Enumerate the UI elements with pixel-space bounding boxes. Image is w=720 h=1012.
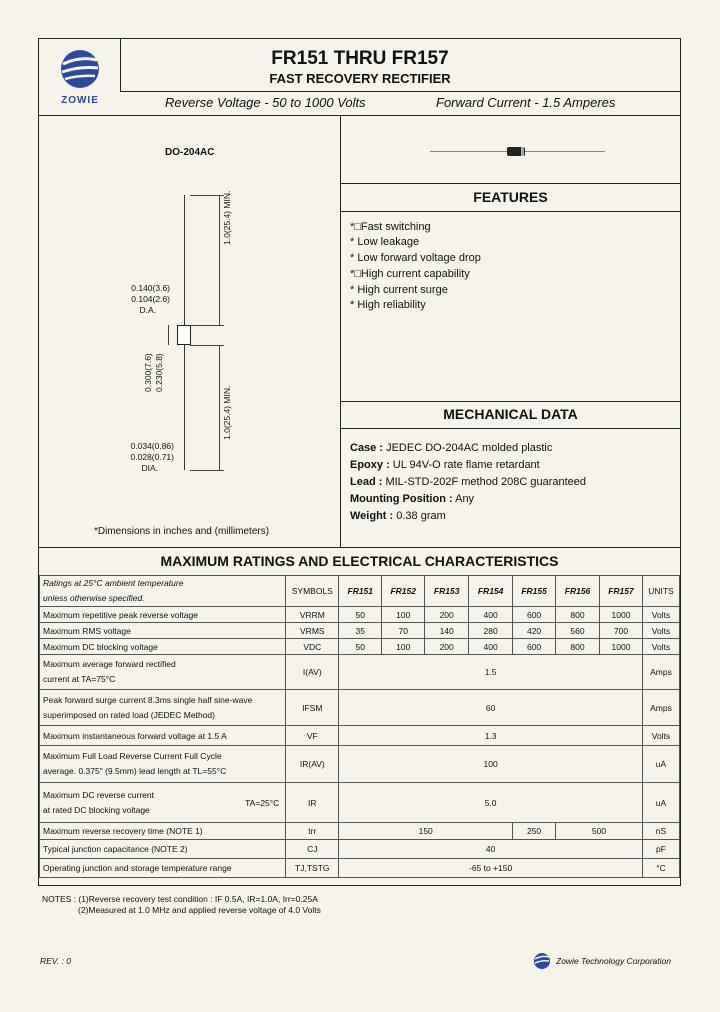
lead-diameter-dim: 0.034(0.86) 0.028(0.71) DIA. bbox=[130, 441, 174, 473]
table-row: Peak forward surge current 8.3ms single half sine-wave superimposed on rated load (JEDEC Method) IFSM 60 Amps bbox=[40, 690, 680, 726]
table-row: Maximum DC blocking voltage VDC 50 100 200 400 600 800 1000 Volts bbox=[40, 639, 680, 655]
header-fr153: FR153 bbox=[425, 576, 469, 607]
package-name: DO-204AC bbox=[165, 147, 215, 158]
feature-item: * High reliability bbox=[350, 299, 426, 311]
features-heading: FEATURES bbox=[473, 189, 548, 205]
table-row: Maximum Full Load Reverse Current Full Cycle average. 0.375" (9.5mm) lead length at TL=55°C IR(AV) 100 uA bbox=[40, 746, 680, 783]
feature-item: * Low leakage bbox=[350, 236, 420, 248]
mech-row-case: Case : JEDEC DO-204AC molded plastic bbox=[350, 442, 553, 454]
mech-row-weight: Weight : 0.38 gram bbox=[350, 510, 446, 522]
body-diameter-dim: 0.140(3.6) 0.104(2.6) D.A. bbox=[131, 283, 170, 315]
ratings-heading: MAXIMUM RATINGS AND ELECTRICAL CHARACTERISTICS bbox=[160, 553, 559, 569]
page-title: FR151 THRU FR157 bbox=[271, 48, 449, 69]
table-row: Maximum reverse recovery time (NOTE 1) trr 150 250 500 nS bbox=[40, 823, 680, 840]
header-fr154: FR154 bbox=[469, 576, 513, 607]
mech-row-lead: Lead : MIL-STD-202F method 208C guaranteed bbox=[350, 476, 587, 488]
logo-text: ZOWIE bbox=[61, 95, 99, 106]
table-header-row bbox=[40, 576, 680, 607]
header-fr151: FR151 bbox=[339, 576, 382, 607]
footer-logo bbox=[533, 952, 551, 975]
ratings-table bbox=[39, 575, 680, 878]
table-row: Maximum repetitive peak reverse voltage VRRM 50 100 200 400 600 800 1000 Volts bbox=[40, 607, 680, 623]
ambient-condition: Ratings at 25°C ambient temperature unless otherwise specified. bbox=[40, 576, 286, 607]
table-row: Maximum instantaneous forward voltage at 1.5 A VF 1.3 Volts bbox=[40, 726, 680, 746]
header-fr155: FR155 bbox=[513, 576, 556, 607]
feature-item: * High current surge bbox=[350, 284, 448, 296]
globe-logo-icon bbox=[533, 952, 551, 970]
header-symbols: SYMBOLS bbox=[286, 576, 339, 607]
header-fr157: FR157 bbox=[600, 576, 643, 607]
feature-item: *□High current capability bbox=[350, 268, 470, 280]
body-length-dim: 0.300(7.6) 0.230(5.8) bbox=[143, 353, 164, 392]
mech-row-mounting: Mounting Position : Any bbox=[350, 493, 475, 505]
company-logo bbox=[55, 48, 105, 108]
table-row: Maximum RMS voltage VRMS 35 70 140 280 420 560 700 Volts bbox=[40, 623, 680, 639]
mech-row-epoxy: Epoxy : UL 94V-O rate flame retardant bbox=[350, 459, 540, 471]
feature-item: *□Fast switching bbox=[350, 221, 431, 233]
revision: REV. : 0 bbox=[40, 956, 72, 966]
voltage-line: Reverse Voltage - 50 to 1000 Volts bbox=[165, 95, 366, 110]
feature-item: * Low forward voltage drop bbox=[350, 252, 481, 264]
lead-length-bottom: 1.0(25.4) MIN. bbox=[222, 385, 232, 440]
page-subtitle: FAST RECOVERY RECTIFIER bbox=[269, 71, 451, 86]
current-line: Forward Current - 1.5 Amperes bbox=[436, 95, 616, 110]
globe-logo-icon bbox=[55, 48, 105, 90]
header-fr156: FR156 bbox=[556, 576, 600, 607]
table-row: Maximum average forward rectified current at TA=75°C I(AV) 1.5 Amps bbox=[40, 655, 680, 690]
note-1: NOTES : (1)Reverse recovery test condition : IF 0.5A, IR=1.0A, Irr=0.25A bbox=[42, 894, 318, 904]
note-2: (2)Measured at 1.0 MHz and applied reverse voltage of 4.0 Volts bbox=[78, 905, 321, 915]
table-row: Operating junction and storage temperature range TJ,TSTG -65 to +150 °C bbox=[40, 859, 680, 878]
header-fr152: FR152 bbox=[382, 576, 425, 607]
lead-length-top: 1.0(25.4) MIN. bbox=[222, 190, 232, 245]
mechanical-heading: MECHANICAL DATA bbox=[443, 406, 578, 422]
dimensions-note: *Dimensions in inches and (millimeters) bbox=[94, 526, 270, 537]
table-row: Maximum DC reverse current at rated DC blocking voltage TA=25°C IR 5.0 uA bbox=[40, 783, 680, 823]
table-row: Typical junction capacitance (NOTE 2) CJ 40 pF bbox=[40, 840, 680, 859]
company-name: Zowie Technology Corporation bbox=[556, 956, 671, 966]
header-units: UNITS bbox=[642, 576, 679, 607]
